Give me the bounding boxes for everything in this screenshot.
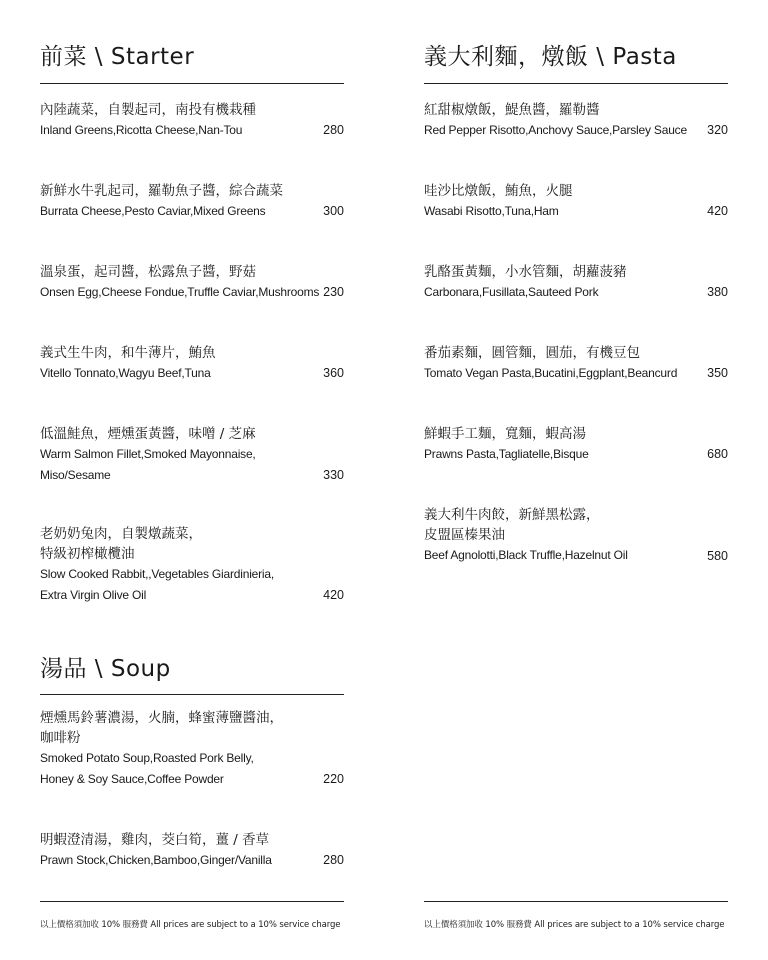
item-name-en: Burrata Cheese,Pesto Caviar,Mixed Greens (40, 204, 266, 218)
item-name-zh: 乳酪蛋黃麵，小水管麵，胡蘿菠豬 (424, 264, 627, 280)
item-name-zh: 番茄素麵，圓管麵，圓茄，有機豆包 (424, 345, 640, 361)
menu-item (40, 524, 344, 605)
footer-note-left: 以上價格須加收 10% 服務費 All prices are subject to a 10% service charge (40, 920, 341, 930)
item-name-en: Inland Greens,Ricotta Cheese,Nan-Tou (40, 123, 243, 137)
menu-item (424, 181, 728, 222)
item-name-zh: 咖啡粉 (40, 730, 81, 746)
menu-item (40, 424, 344, 485)
item-name-en: Carbonara,Fusillata,Sauteed Pork (424, 285, 599, 299)
item-name-en: Beef Agnolotti,Black Truffle,Hazelnut Oil (424, 548, 628, 562)
soup-section-title: 湯品 \ Soup (40, 656, 171, 682)
item-price: 230 (323, 285, 344, 300)
item-name-zh: 內陸蔬菜，自製起司，南投有機栽種 (40, 102, 256, 118)
menu-item (424, 262, 728, 303)
item-price: 280 (323, 853, 344, 868)
item-name-en: Tomato Vegan Pasta,Bucatini,Eggplant,Beancurd (424, 366, 678, 380)
item-name-en: Honey & Soy Sauce,Coffee Powder (40, 771, 224, 786)
item-name-zh: 新鮮水牛乳起司，羅勒魚子醬，綜合蔬菜 (40, 183, 283, 199)
footer-note-right: 以上價格須加收 10% 服務費 All prices are subject to a 10% service charge (424, 920, 725, 930)
starter-section-title: 前菜 \ Starter (40, 44, 195, 70)
menu-item (40, 181, 344, 222)
item-price: 680 (707, 447, 728, 461)
item-name-zh: 鮮蝦手工麵，寬麵，蝦高湯 (424, 426, 586, 442)
item-name-en: Prawns Pasta,Tagliatelle,Bisque (424, 447, 589, 461)
item-name-en: Extra Virgin Olive Oil (40, 587, 147, 602)
item-price: 330 (323, 467, 344, 482)
item-name-en: Red Pepper Risotto,Anchovy Sauce,Parsley Sauce (424, 123, 687, 137)
item-name-en: Slow Cooked Rabbit,,Vegetables Giardinieria, (40, 567, 275, 581)
item-name-zh: 義式生牛肉，和牛薄片，鮪魚 (40, 345, 216, 361)
item-name-zh: 溫泉蛋，起司醬，松露魚子醬，野菇 (40, 264, 256, 280)
starter-section-rule (40, 83, 344, 84)
item-name-en: Wasabi Risotto,Tuna,Ham (424, 204, 559, 218)
item-name-en: Smoked Potato Soup,Roasted Pork Belly, (40, 751, 254, 765)
menu-item (424, 343, 728, 384)
item-price: 300 (323, 204, 344, 219)
item-price: 280 (323, 123, 344, 138)
soup-section-rule (40, 694, 344, 695)
item-price: 350 (707, 366, 728, 380)
item-price: 380 (707, 285, 728, 299)
item-name-en: Warm Salmon Fillet,Smoked Mayonnaise, (40, 447, 256, 461)
item-name-zh: 特級初榨橄欖油 (40, 546, 135, 562)
item-name-zh: 低溫鮭魚，煙燻蛋黃醬，味噌 / 芝麻 (40, 426, 256, 442)
footer-rule-right (424, 901, 728, 902)
menu-item (40, 708, 344, 789)
item-name-en: Prawn Stock,Chicken,Bamboo,Ginger/Vanilla (40, 853, 272, 867)
item-name-zh: 紅甜椒燉飯，鯷魚醬，羅勒醬 (424, 102, 600, 118)
item-price: 420 (323, 587, 344, 602)
item-price: 580 (707, 548, 728, 563)
menu-item (40, 100, 344, 141)
menu-item (424, 424, 728, 465)
item-price: 420 (707, 204, 728, 218)
item-name-en: Onsen Egg,Cheese Fondue,Truffle Caviar,Mushrooms (40, 285, 320, 299)
item-price: 220 (323, 771, 344, 786)
footer-rule-left (40, 901, 344, 902)
item-name-zh: 明蝦澄清湯，雞肉，茭白筍，薑 / 香草 (40, 832, 270, 848)
item-name-en: Miso/Sesame (40, 467, 111, 482)
item-name-zh: 皮盟區榛果油 (424, 527, 505, 543)
menu-item (40, 262, 344, 303)
menu-item (424, 505, 728, 566)
menu-item (40, 830, 344, 871)
menu-item (40, 343, 344, 384)
item-price: 320 (707, 123, 728, 137)
item-name-zh: 老奶奶兔肉，自製燉蔬菜， (40, 526, 202, 542)
pasta-section-rule (424, 83, 728, 84)
menu-item (424, 100, 728, 141)
pasta-section-title: 義大利麵，燉飯 \ Pasta (424, 44, 677, 70)
item-name-zh: 煙燻馬鈴薯濃湯，火腩，蜂蜜薄鹽醬油， (40, 710, 283, 726)
item-name-zh: 義大利牛肉餃，新鮮黑松露， (424, 507, 600, 523)
item-name-zh: 哇沙比燉飯，鮪魚，火腿 (424, 183, 573, 199)
item-name-en: Vitello Tonnato,Wagyu Beef,Tuna (40, 366, 211, 380)
item-price: 360 (323, 366, 344, 381)
